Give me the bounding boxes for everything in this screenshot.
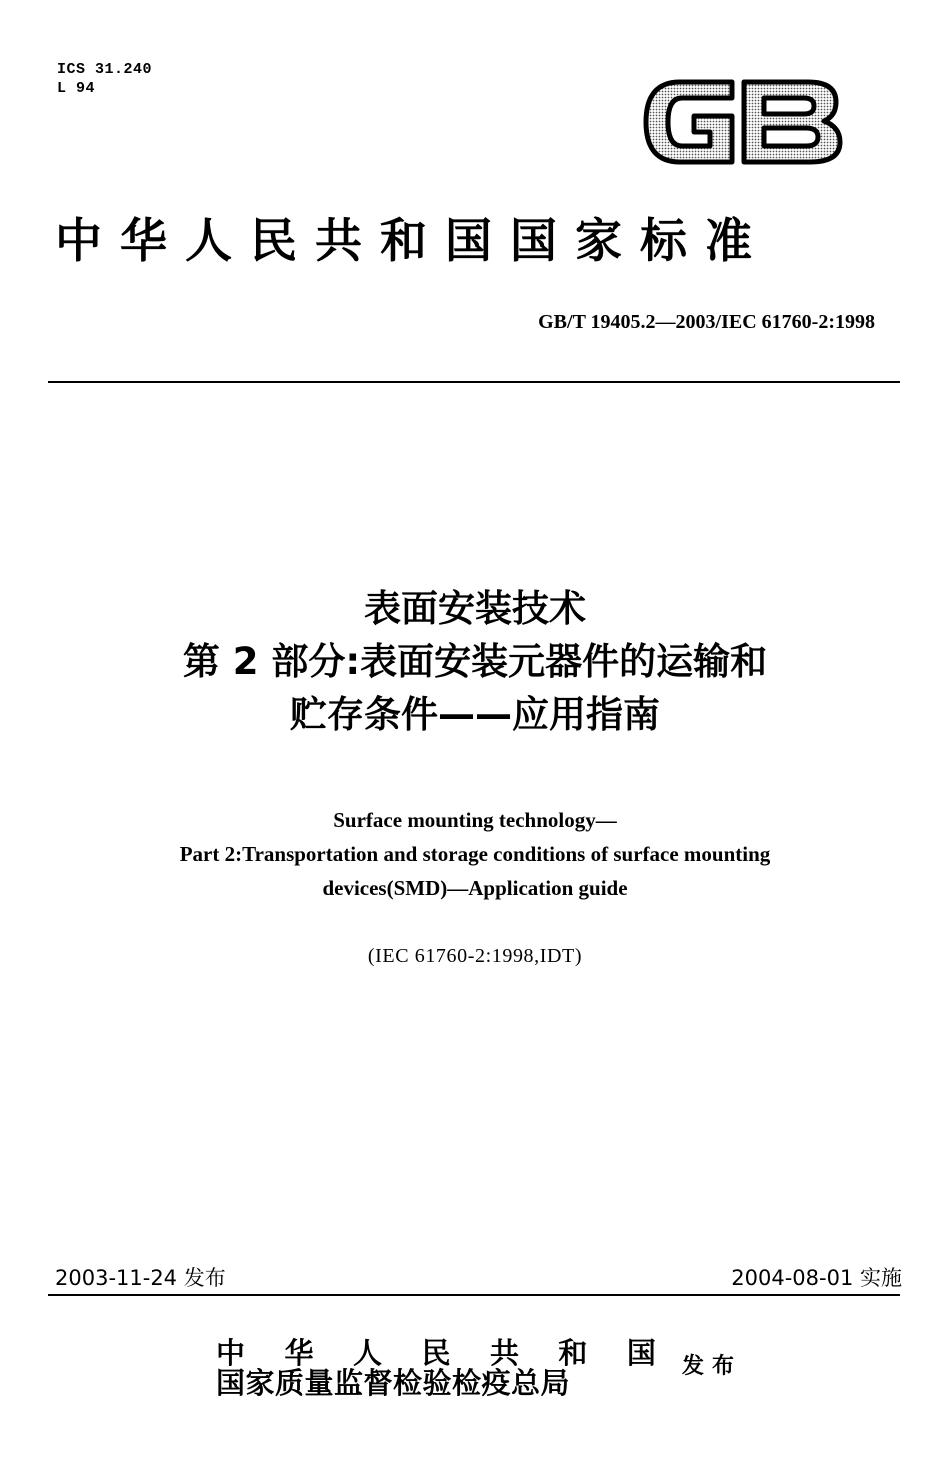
ccs-code: L 94: [57, 80, 96, 97]
publisher-char: 共: [489, 1336, 519, 1370]
issue-date: 2003-11-24 发布: [55, 1266, 226, 1290]
gb-logo: [640, 72, 845, 172]
english-title-line-3: devices(SMD)—Application guide: [322, 876, 628, 900]
publisher-line-1: [216, 1336, 656, 1370]
publisher-char: 中: [216, 1336, 246, 1370]
chinese-title-line-1: 表面安装技术: [364, 587, 586, 630]
implementation-date: 2004-08-01 实施: [731, 1266, 902, 1290]
classification-codes: [57, 60, 152, 98]
adoption-note: (IEC 61760-2:1998,IDT): [367, 945, 583, 967]
publisher-char: 和: [558, 1336, 588, 1370]
chinese-title: [0, 582, 950, 741]
english-title-line-2: Part 2:Transportation and storage conditions of surface mounting: [179, 842, 771, 866]
standard-number: GB/T 19405.2—2003/IEC 61760-2:1998: [538, 311, 875, 333]
header-divider: [48, 381, 900, 383]
publisher-char: 国: [626, 1336, 656, 1370]
footer-divider: [48, 1294, 900, 1296]
publisher-char: 华: [284, 1336, 314, 1370]
chinese-title-line-2: 第 2 部分:表面安装元器件的运输和: [182, 640, 768, 683]
publish-action: 发布: [682, 1353, 743, 1379]
english-title: [0, 803, 950, 905]
chinese-title-line-3: 贮存条件——应用指南: [290, 693, 660, 736]
publisher-char: 民: [421, 1336, 451, 1370]
standard-category-title: 中华人民共和国国家标准: [55, 214, 770, 269]
english-title-line-1: Surface mounting technology—: [333, 808, 617, 832]
publisher-char: 人: [352, 1336, 382, 1370]
ics-code: ICS 31.240: [57, 61, 153, 78]
publisher-line-2: 国家质量监督检验检疫总局: [216, 1366, 571, 1400]
